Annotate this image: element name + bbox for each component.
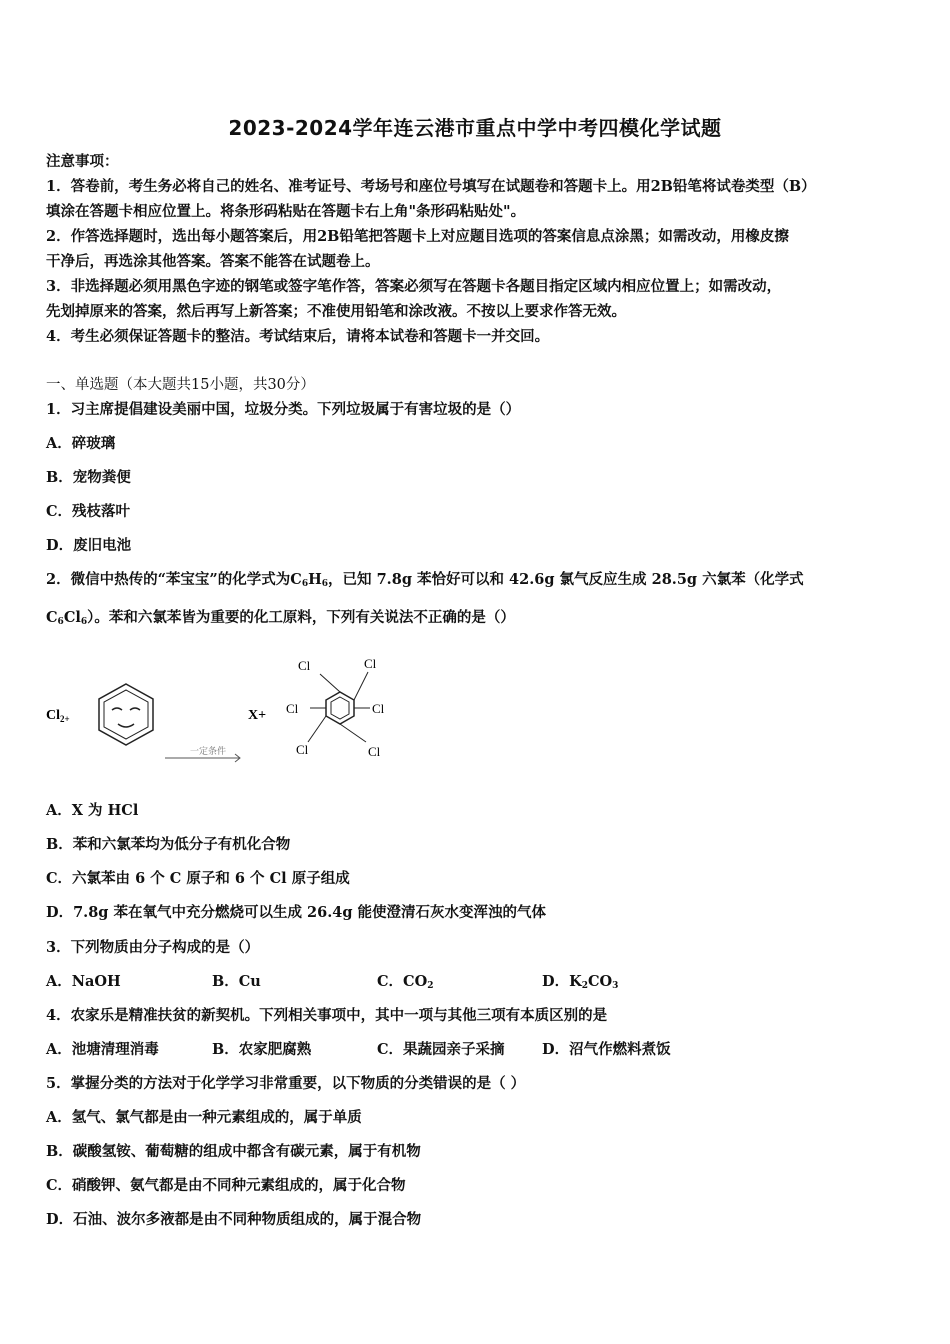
- q2-option-b: B．苯和六氯苯均为低分子有机化合物: [46, 836, 291, 853]
- q2-stem-line2: $C_6Cl_6$）。苯和六氯苯皆为重要的化工原料，下列有关说法不正确的是（）: [46, 609, 515, 627]
- q3-stem: 3．下列物质由分子构成的是（）: [46, 939, 260, 956]
- q5-stem: 5．掌握分类的方法对于化学学习非常重要，以下物质的分类错误的是（ ）: [46, 1075, 526, 1092]
- page-title: 2023-2024学年连云港市重点中学中考四模化学试题: [228, 116, 722, 140]
- benzene-ring-icon: [99, 684, 153, 745]
- q4-option-a: A．池塘清理消毒: [46, 1041, 159, 1058]
- q1-option-d: D．废旧电池: [46, 537, 132, 554]
- note-1b: 填涂在答题卡相应位置上。将条形码粘贴在答题卡右上角"条形码粘贴处"。: [46, 203, 526, 220]
- arrow-condition-label: 一定条件: [190, 747, 227, 757]
- q4-option-b: B．农家肥腐熟: [212, 1041, 312, 1058]
- note-4: 4．考生必须保证答题卡的整洁。考试结束后，请将本试卷和答题卡一并交回。: [46, 328, 550, 345]
- q2-stem-line1: 2．微信中热传的“苯宝宝”的化学式为$C_6H_6$，已知 7.8g 苯恰好可以和 42.6g 氯气反应生成 28.5g 六氯苯（化学式: [46, 571, 804, 589]
- q1-option-b: B．宠物粪便: [46, 469, 131, 486]
- cl-right: Cl: [372, 701, 385, 716]
- cl-top-right: Cl: [364, 656, 377, 671]
- section-heading: 一、单选题（本大题共15小题，共30分）: [46, 377, 315, 393]
- cl-left: Cl: [286, 701, 299, 716]
- q3-option-d: D．$K_2CO_3$: [542, 973, 619, 991]
- cl-bottom-left: Cl: [296, 742, 309, 757]
- note-1a: 1．答卷前，考生务必将自己的姓名、准考证号、考场号和座位号填写在试题卷和答题卡上。用2B铅笔将试卷类型（B）: [46, 178, 816, 195]
- note-3b: 先划掉原来的答案，然后再写上新答案；不准使用铅笔和涂改液。不按以上要求作答无效。: [46, 303, 626, 320]
- q3-option-b: B．Cu: [212, 973, 261, 990]
- q2-option-a: A．X 为 HCl: [46, 802, 139, 819]
- note-3a: 3．非选择题必须用黑色字迹的钢笔或签字笔作答，答案必须写在答题卡各题目指定区域内相应位置上；如需改动，: [46, 278, 782, 295]
- x-plus-label: X+: [248, 708, 267, 723]
- q1-stem: 1．习主席提倡建设美丽中国，垃圾分类。下列垃圾属于有害垃圾的是（）: [46, 401, 521, 418]
- hexachlorobenzene-structure-icon: [308, 672, 370, 742]
- q5-option-c: C．硝酸钾、氨气都是由不同种元素组成的，属于化合物: [46, 1177, 406, 1194]
- cl2-label: $Cl_{2+}$: [46, 708, 70, 724]
- q3-option-a: A．NaOH: [46, 973, 121, 990]
- q2-option-d: D．7.8g 苯在氧气中充分燃烧可以生成 26.4g 能使澄清石灰水变浑浊的气体: [46, 904, 547, 921]
- q4-stem: 4．农家乐是精准扶贫的新契机。下列相关事项中，其中一项与其他三项有本质区别的是: [46, 1007, 608, 1024]
- cl-bottom-right: Cl: [368, 744, 381, 759]
- q4-option-d: D．沼气作燃料煮饭: [542, 1041, 671, 1058]
- note-2b: 干净后，再选涂其他答案。答案不能答在试题卷上。: [46, 253, 380, 270]
- cl-top-left: Cl: [298, 658, 311, 673]
- q4-option-c: C．果蔬园亲子采摘: [377, 1041, 505, 1058]
- q5-option-a: A．氢气、氯气都是由一种元素组成的，属于单质: [46, 1109, 362, 1126]
- q2-option-c: C．六氯苯由 6 个 C 原子和 6 个 Cl 原子组成: [46, 870, 350, 887]
- note-2a: 2．作答选择题时，选出每小题答案后，用2B铅笔把答题卡上对应题目选项的答案信息点涂黑；如需改动，用橡皮擦: [46, 228, 789, 245]
- q1-option-a: A．碎玻璃: [46, 435, 116, 452]
- q5-option-d: D．石油、波尔多液都是由不同种物质组成的，属于混合物: [46, 1211, 422, 1228]
- notes-heading: 注意事项：: [46, 153, 119, 170]
- q1-option-c: C．残枝落叶: [46, 503, 131, 520]
- reaction-diagram: [40, 650, 440, 780]
- q5-option-b: B．碳酸氢铵、葡萄糖的组成中都含有碳元素，属于有机物: [46, 1143, 421, 1160]
- q3-option-c: C．$CO_2$: [377, 973, 434, 991]
